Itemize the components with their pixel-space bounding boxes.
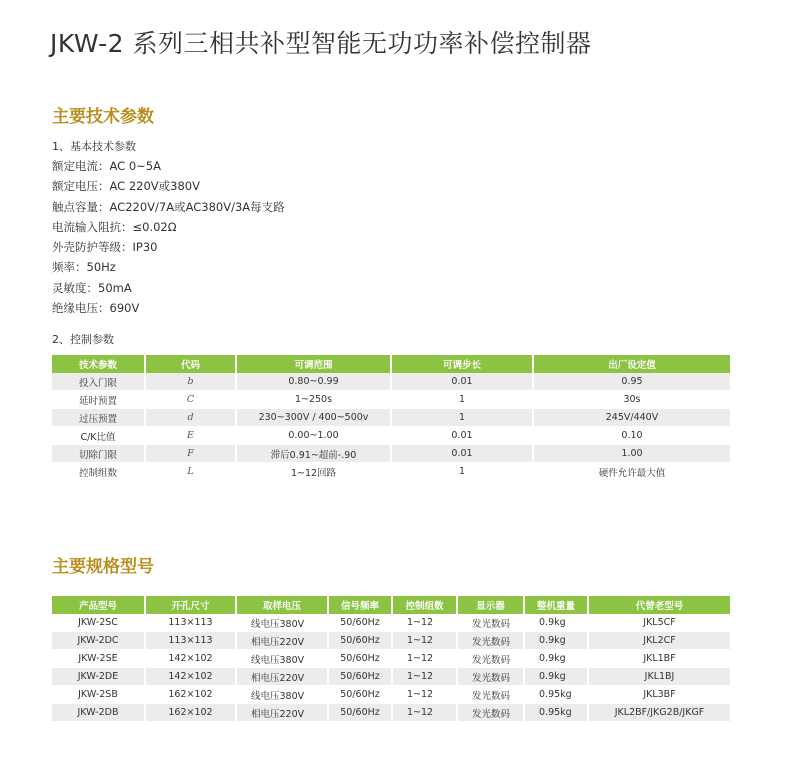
table-cell: 发光数码	[457, 632, 524, 650]
table-cell: 1~12	[392, 668, 457, 686]
table-cell: 硬件允许最大值	[533, 463, 730, 481]
table-cell: 50/60Hz	[328, 614, 392, 632]
table-cell: 50/60Hz	[328, 704, 392, 722]
col-header: 代码	[145, 355, 236, 373]
col-header: 开孔尺寸	[145, 596, 236, 614]
table-cell: 1~12	[392, 686, 457, 704]
table-cell: 发光数码	[457, 650, 524, 668]
table-cell: 0.95kg	[524, 704, 588, 722]
code-cell: C	[145, 391, 236, 409]
code-cell: d	[145, 409, 236, 427]
table-cell: 1~12	[392, 614, 457, 632]
table-cell: 1~12回路	[236, 463, 391, 481]
table-cell: 发光数码	[457, 668, 524, 686]
table-cell: 0.9kg	[524, 650, 588, 668]
table-cell: 50/60Hz	[328, 668, 392, 686]
table-cell: 切除门限	[52, 445, 145, 463]
table-cell: 发光数码	[457, 686, 524, 704]
table-cell: 滞后0.91~超前-.90	[236, 445, 391, 463]
col-header: 取样电压	[236, 596, 328, 614]
col-header: 显示器	[457, 596, 524, 614]
table-cell: 1.00	[533, 445, 730, 463]
spec-rated-current: 额定电流：AC 0~5A	[52, 159, 161, 173]
table-cell: 线电压380V	[236, 650, 328, 668]
table-cell: JKL2CF	[588, 632, 730, 650]
table-cell: 相电压220V	[236, 704, 328, 722]
table-row	[52, 463, 730, 481]
table-cell: JKW-2SE	[52, 650, 145, 668]
table-cell: 0.01	[391, 427, 533, 445]
table-cell: JKL5CF	[588, 614, 730, 632]
table-cell: 0.01	[391, 445, 533, 463]
model-spec-table	[52, 596, 730, 722]
table-cell: 0.9kg	[524, 668, 588, 686]
table-row	[52, 668, 730, 686]
table-cell: 线电压380V	[236, 686, 328, 704]
table-row	[52, 445, 730, 463]
code-cell: L	[145, 463, 236, 481]
table-cell: 1~250s	[236, 391, 391, 409]
table-cell: JKW-2DE	[52, 668, 145, 686]
table-header-row	[52, 596, 730, 614]
spec-contact-capacity: 触点容量：AC220V/7A或AC380V/3A每支路	[52, 199, 285, 214]
page-title: JKW-2 系列三相共补型智能无功功率补偿控制器	[50, 29, 592, 58]
table-row	[52, 373, 730, 391]
table-cell: 0.95kg	[524, 686, 588, 704]
table-cell: 0.10	[533, 427, 730, 445]
table-header-row	[52, 355, 730, 373]
table-cell: JKW-2SC	[52, 614, 145, 632]
col-header: 信号频率	[328, 596, 392, 614]
table-cell: 142×102	[145, 668, 236, 686]
table-cell: 发光数码	[457, 704, 524, 722]
table-cell: 投入门限	[52, 373, 145, 391]
table-row	[52, 427, 730, 445]
col-header: 控制组数	[392, 596, 457, 614]
table-cell: 1	[391, 391, 533, 409]
table-cell: 50/60Hz	[328, 632, 392, 650]
table-cell: 0.9kg	[524, 632, 588, 650]
table-cell: 发光数码	[457, 614, 524, 632]
table-cell: C/K比值	[52, 427, 145, 445]
table-cell: JKL1BJ	[588, 668, 730, 686]
table-cell: 0.9kg	[524, 614, 588, 632]
spec-insulation-voltage: 绝缘电压：690V	[52, 301, 140, 316]
table-row	[52, 391, 730, 409]
table-cell: 控制组数	[52, 463, 145, 481]
table-cell: 1~12	[392, 632, 457, 650]
spec-sensitivity: 灵敏度：50mA	[52, 280, 132, 295]
col-header: 可调步长	[391, 355, 533, 373]
control-params-heading: 2、控制参数	[52, 333, 114, 346]
section-heading-tech-params: 主要技术参数	[52, 107, 154, 127]
table-cell: 1~12	[392, 704, 457, 722]
table-cell: 50/60Hz	[328, 686, 392, 704]
code-cell: F	[145, 445, 236, 463]
table-cell: 过压预置	[52, 409, 145, 427]
table-row	[52, 614, 730, 632]
table-cell: 1	[391, 409, 533, 427]
table-cell: 延时预置	[52, 391, 145, 409]
spec-input-impedance: 电流输入阻抗：≤0.02Ω	[52, 219, 177, 234]
table-cell: 230~300V / 400~500v	[236, 409, 391, 427]
table-cell: 0.00~1.00	[236, 427, 391, 445]
table-cell: 线电压380V	[236, 614, 328, 632]
basic-params-heading: 1、基本技术参数	[52, 140, 136, 153]
col-header: 产品型号	[52, 596, 145, 614]
col-header: 技术参数	[52, 355, 145, 373]
table-row	[52, 650, 730, 668]
table-row	[52, 632, 730, 650]
spec-frequency: 频率：50Hz	[52, 260, 116, 275]
table-cell: JKL2BF/JKG2B/JKGF	[588, 704, 730, 722]
table-cell: 162×102	[145, 704, 236, 722]
basic-params-list	[52, 156, 285, 318]
table-cell: 1	[391, 463, 533, 481]
table-cell: 50/60Hz	[328, 650, 392, 668]
section-heading-models: 主要规格型号	[52, 557, 154, 577]
table-cell: 0.80~0.99	[236, 373, 391, 391]
table-row	[52, 704, 730, 722]
table-cell: JKL1BF	[588, 650, 730, 668]
table-cell: 相电压220V	[236, 668, 328, 686]
table-cell: 0.01	[391, 373, 533, 391]
table-cell: 相电压220V	[236, 632, 328, 650]
control-params-table	[52, 355, 730, 481]
col-header: 可调范围	[236, 355, 391, 373]
code-cell: b	[145, 373, 236, 391]
table-cell: JKL3BF	[588, 686, 730, 704]
col-header: 代替老型号	[588, 596, 730, 614]
table-cell: 245V/440V	[533, 409, 730, 427]
col-header: 出厂设定值	[533, 355, 730, 373]
spec-protection-grade: 外壳防护等级：IP30	[52, 240, 158, 255]
table-cell: 162×102	[145, 686, 236, 704]
table-row	[52, 686, 730, 704]
table-row	[52, 409, 730, 427]
table-cell: 30s	[533, 391, 730, 409]
spec-rated-voltage: 额定电压：AC 220V或380V	[52, 179, 200, 194]
code-cell: E	[145, 427, 236, 445]
table-cell: 113×113	[145, 614, 236, 632]
col-header: 整机重量	[524, 596, 588, 614]
table-cell: JKW-2DB	[52, 704, 145, 722]
table-cell: 142×102	[145, 650, 236, 668]
table-cell: 113×113	[145, 632, 236, 650]
table-cell: JKW-2DC	[52, 632, 145, 650]
table-cell: JKW-2SB	[52, 686, 145, 704]
table-cell: 0.95	[533, 373, 730, 391]
table-cell: 1~12	[392, 650, 457, 668]
